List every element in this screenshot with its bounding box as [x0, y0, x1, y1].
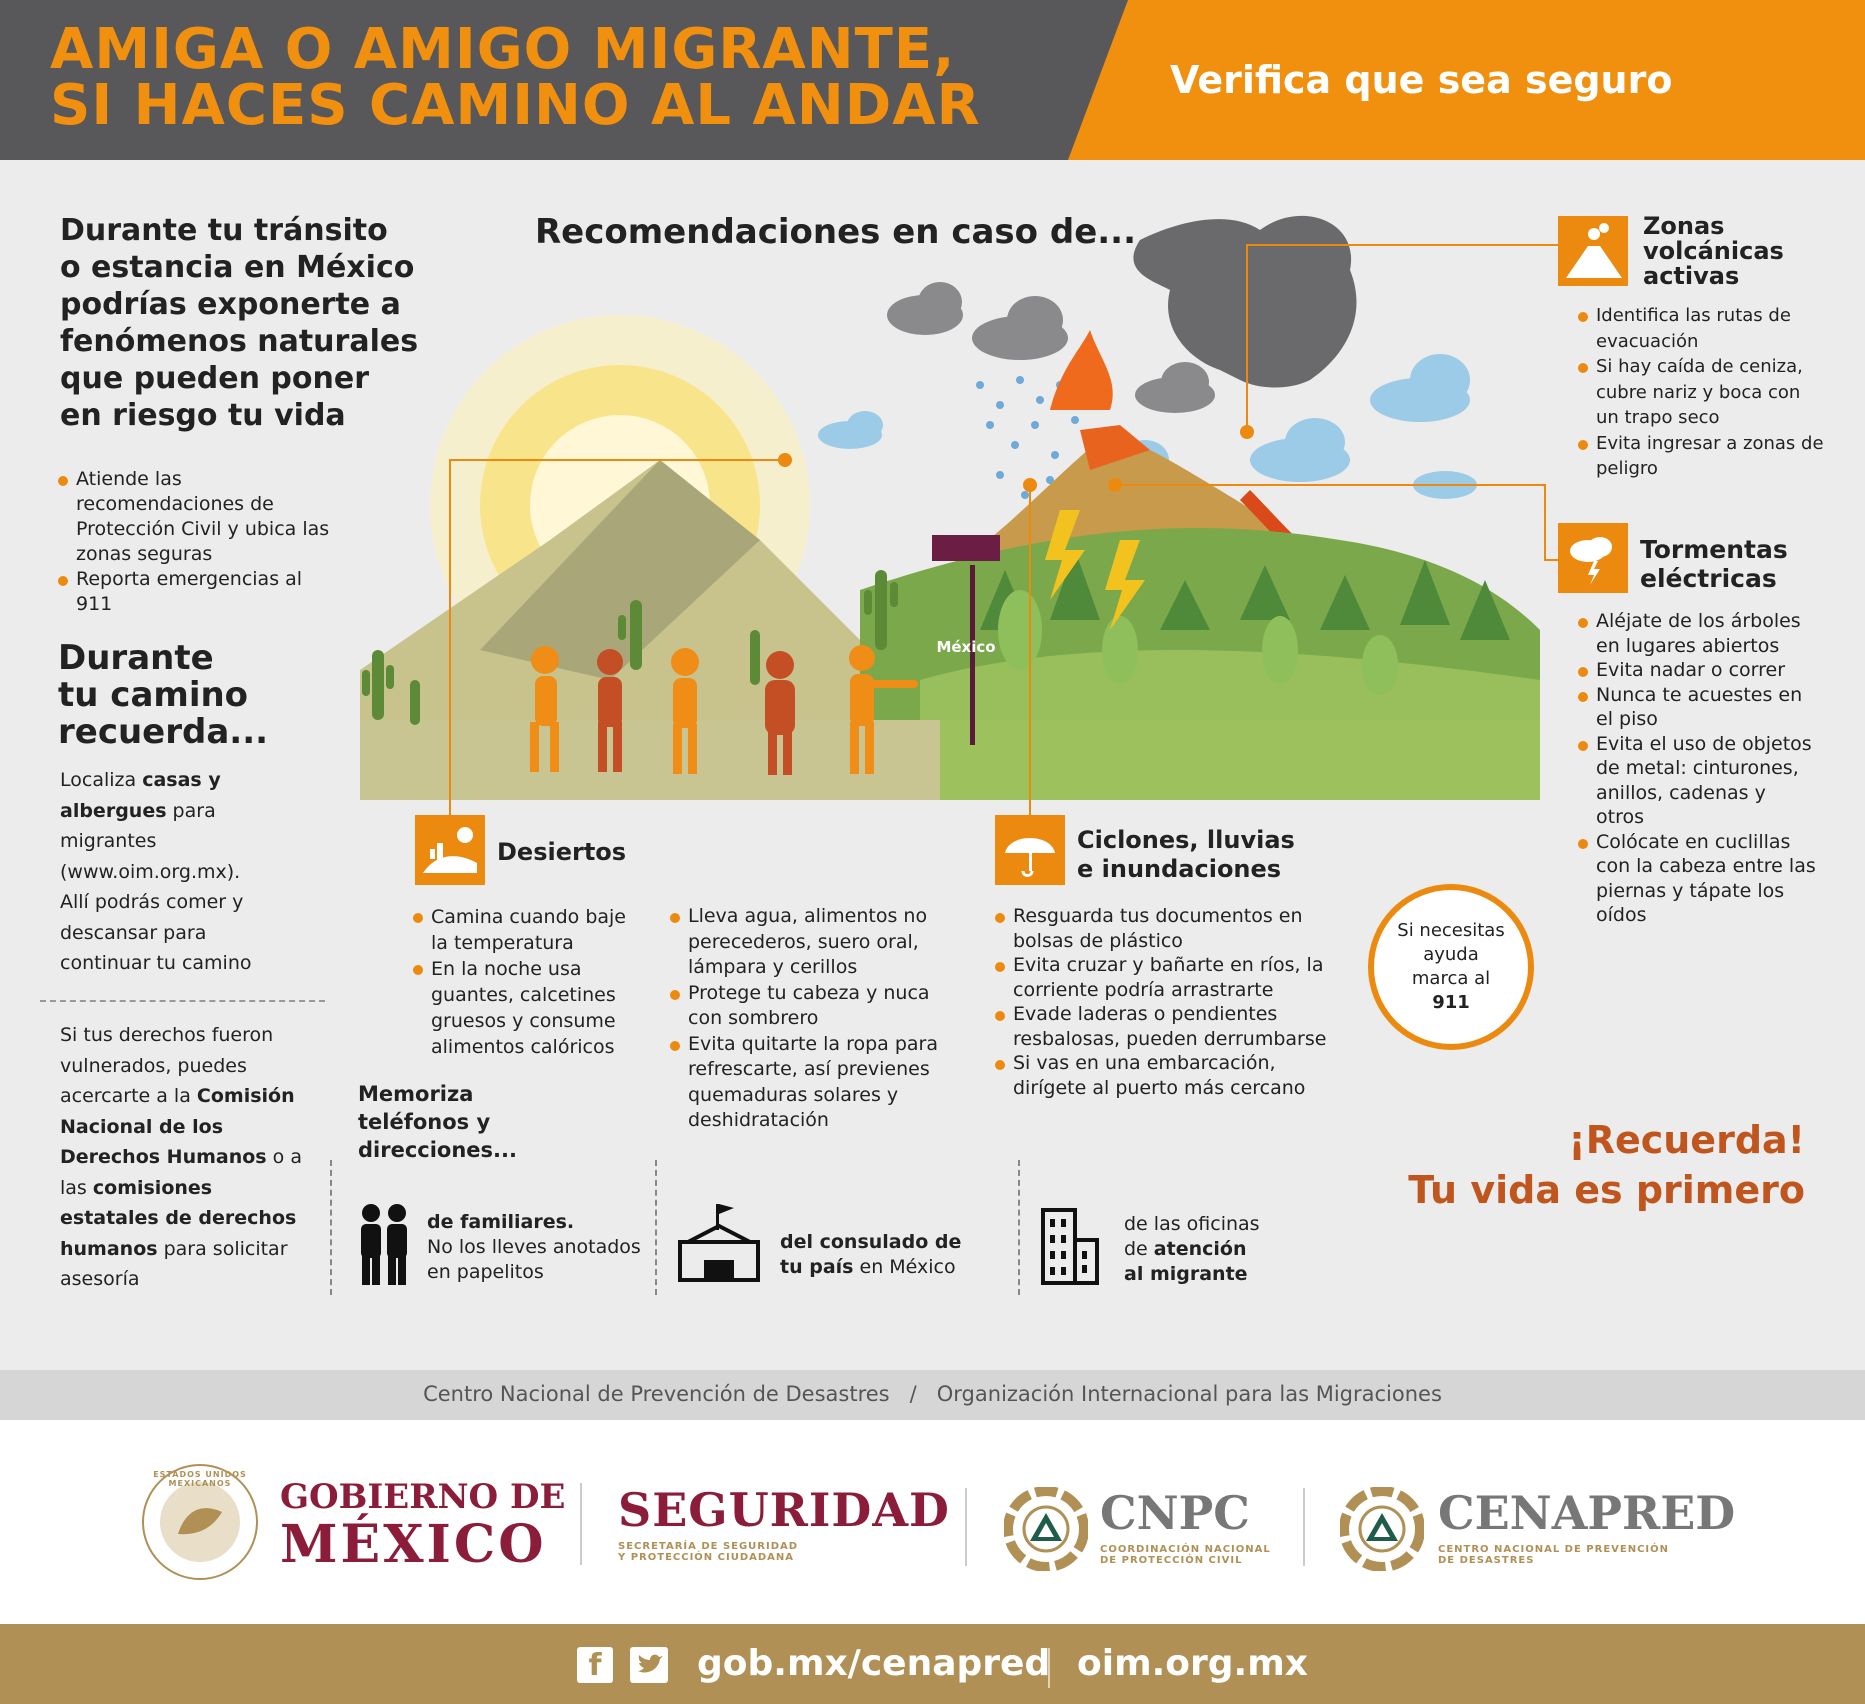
- list-item: En la noche usa guantes, calcetines gruesos y consume alimentos calóricos: [413, 956, 643, 1060]
- list-item: Evita el uso de objetos de metal: cinturones, anillos, cadenas y otros: [1578, 732, 1818, 830]
- header-title-line1: AMIGA O AMIGO MIGRANTE,: [50, 17, 956, 82]
- oficinas-text: de las oficinas de atención al migrante: [1124, 1213, 1260, 1285]
- desert-icon: [415, 815, 485, 885]
- divider-dotted: [655, 1160, 657, 1295]
- logo-divider: [965, 1488, 967, 1566]
- gobierno-mexico-logo: GOBIERNO DE MÉXICO: [280, 1477, 566, 1575]
- divider-dashed: [40, 1000, 325, 1002]
- list-item: Camina cuando baje la temperatura: [413, 904, 643, 956]
- logo-divider: [580, 1483, 582, 1565]
- volcanes-bullets: [1578, 303, 1828, 482]
- list-item: Colócate en cuclillas con la cabeza entre las piernas y tápate los oídos: [1578, 830, 1818, 928]
- mexico-seal-text: ESTADOS UNIDOS MEXICANOS: [153, 1470, 247, 1488]
- ciclones-bullets: [995, 904, 1330, 1100]
- desert-icon-box: [415, 815, 485, 885]
- storm-icon: [1558, 523, 1628, 593]
- list-item: Lleva agua, alimentos no perecederos, suero oral, lámpara y cerillos: [670, 904, 945, 981]
- list-item: Resguarda tus documentos en bolsas de plástico: [995, 904, 1330, 953]
- list-item: Reporta emergencias al 911: [58, 567, 338, 617]
- list-item: Evade laderas o pendientes resbalosas, pueden derrumbarse: [995, 1002, 1330, 1051]
- header-subtitle: Verifica que sea seguro: [1170, 58, 1673, 102]
- volcano-icon: [1558, 216, 1628, 286]
- tormentas-title: Tormentas eléctricas: [1640, 535, 1788, 593]
- logo-divider: [1303, 1488, 1305, 1566]
- link-oim[interactable]: oim.org.mx: [1077, 1643, 1308, 1684]
- footer-orgs-text: Centro Nacional de Prevención de Desastres / Organización Internacional para las Migraciones: [423, 1382, 1442, 1406]
- family-icon: [356, 1203, 412, 1285]
- list-item: Si hay caída de ceniza, cubre nariz y boca con un trapo seco: [1578, 354, 1828, 431]
- cenapred-logo: CENAPRED CENTRO NACIONAL DE PREVENCIÓN DE DESASTRES: [1438, 1486, 1736, 1566]
- cenapred-emblem: [1340, 1487, 1424, 1571]
- desiertos-bullets-col1: [413, 904, 643, 1060]
- volcano-icon-box: [1558, 216, 1628, 286]
- links-divider: [1048, 1648, 1050, 1688]
- volcanes-title: Zonas volcánicas activas: [1643, 212, 1784, 290]
- familiares-text: de familiares. No los lleves anotados en papelitos: [427, 1211, 641, 1283]
- twitter-icon[interactable]: [630, 1647, 668, 1683]
- recuerda-message: ¡Recuerda! Tu vida es primero: [1408, 1118, 1805, 1212]
- intro-heading-line: Durante tu tránsito: [60, 213, 388, 248]
- recomendaciones-title: Recomendaciones en caso de...: [535, 212, 1137, 252]
- camino-albergues-text: Localiza casas y albergues para migrantes (www.oim.org.mx). Allí podrás comer y descansar para continuar tu camino: [60, 769, 252, 974]
- camino-heading-line: tu camino: [58, 675, 249, 715]
- list-item: Si vas en una embarcación, dirígete al puerto más cercano: [995, 1051, 1330, 1100]
- header-title-line2: SI HACES CAMINO AL ANDAR: [50, 73, 981, 138]
- umbrella-icon-box: [995, 815, 1065, 885]
- list-item: Protege tu cabeza y nuca con sombrero: [670, 981, 945, 1032]
- desiertos-bullets-col2: [670, 904, 945, 1134]
- mexico-sign-label: México: [936, 638, 996, 656]
- divider-dotted: [330, 1160, 332, 1295]
- facebook-icon[interactable]: f: [577, 1647, 613, 1683]
- list-item: Nunca te acuestes en el piso: [1578, 683, 1818, 732]
- umbrella-icon: [995, 815, 1065, 885]
- cnpc-logo: CNPC COORDINACIÓN NACIONAL DE PROTECCIÓN CIVIL: [1100, 1486, 1271, 1566]
- intro-heading-line: o estancia en México: [60, 250, 415, 285]
- ciclones-title: Ciclones, lluvias e inundaciones: [1077, 826, 1295, 883]
- seguridad-logo: SEGURIDAD SECRETARÍA DE SEGURIDAD Y PROTECCIÓN CIUDADANA: [618, 1483, 950, 1563]
- camino-derechos-text: Si tus derechos fueron vulnerados, puedes acercarte a la Comisión Nacional de los Derechos Humanos o a las comisiones estatales de derechos humanos para solicitar asesoría: [60, 1024, 302, 1290]
- list-item: Atiende las recomendaciones de Protección Civil y ubica las zonas seguras: [58, 467, 338, 567]
- cnpc-emblem: [1004, 1487, 1088, 1571]
- memoriza-title: Memoriza teléfonos y direcciones...: [358, 1082, 517, 1162]
- consulado-text: del consulado de tu país en México: [780, 1231, 962, 1278]
- list-item: Evita cruzar y bañarte en ríos, la corriente podría arrastrarte: [995, 953, 1330, 1002]
- desiertos-title: Desiertos: [497, 838, 627, 866]
- tormentas-bullets: [1578, 609, 1818, 928]
- link-gob-cenapred[interactable]: gob.mx/cenapred: [697, 1643, 1051, 1684]
- storm-icon-box: [1558, 523, 1628, 593]
- camino-heading-line: recuerda...: [58, 712, 269, 752]
- intro-heading-line: fenómenos naturales: [60, 324, 419, 359]
- list-item: Identifica las rutas de evacuación: [1578, 303, 1828, 354]
- list-item: Aléjate de los árboles en lugares abiertos: [1578, 609, 1818, 658]
- help-911-number: 911: [1432, 992, 1470, 1013]
- list-item: Evita nadar o correr: [1578, 658, 1818, 683]
- camino-heading-line: Durante: [58, 638, 214, 678]
- intro-heading-line: podrías exponerte a: [60, 287, 401, 322]
- building-icon: [1040, 1207, 1100, 1285]
- divider-dotted: [1018, 1160, 1020, 1295]
- list-item: Evita ingresar a zonas de peligro: [1578, 431, 1828, 482]
- help-911-text: Si necesitas ayuda marca al: [1397, 920, 1505, 989]
- consulate-icon: [676, 1198, 762, 1284]
- help-911-circle: [1368, 884, 1534, 1050]
- intro-heading-line: en riesgo tu vida: [60, 398, 346, 433]
- list-item: Evita quitarte la ropa para refrescarte, así previenes quemaduras solares y deshidratación: [670, 1032, 945, 1134]
- intro-heading-line: que pueden poner: [60, 361, 370, 396]
